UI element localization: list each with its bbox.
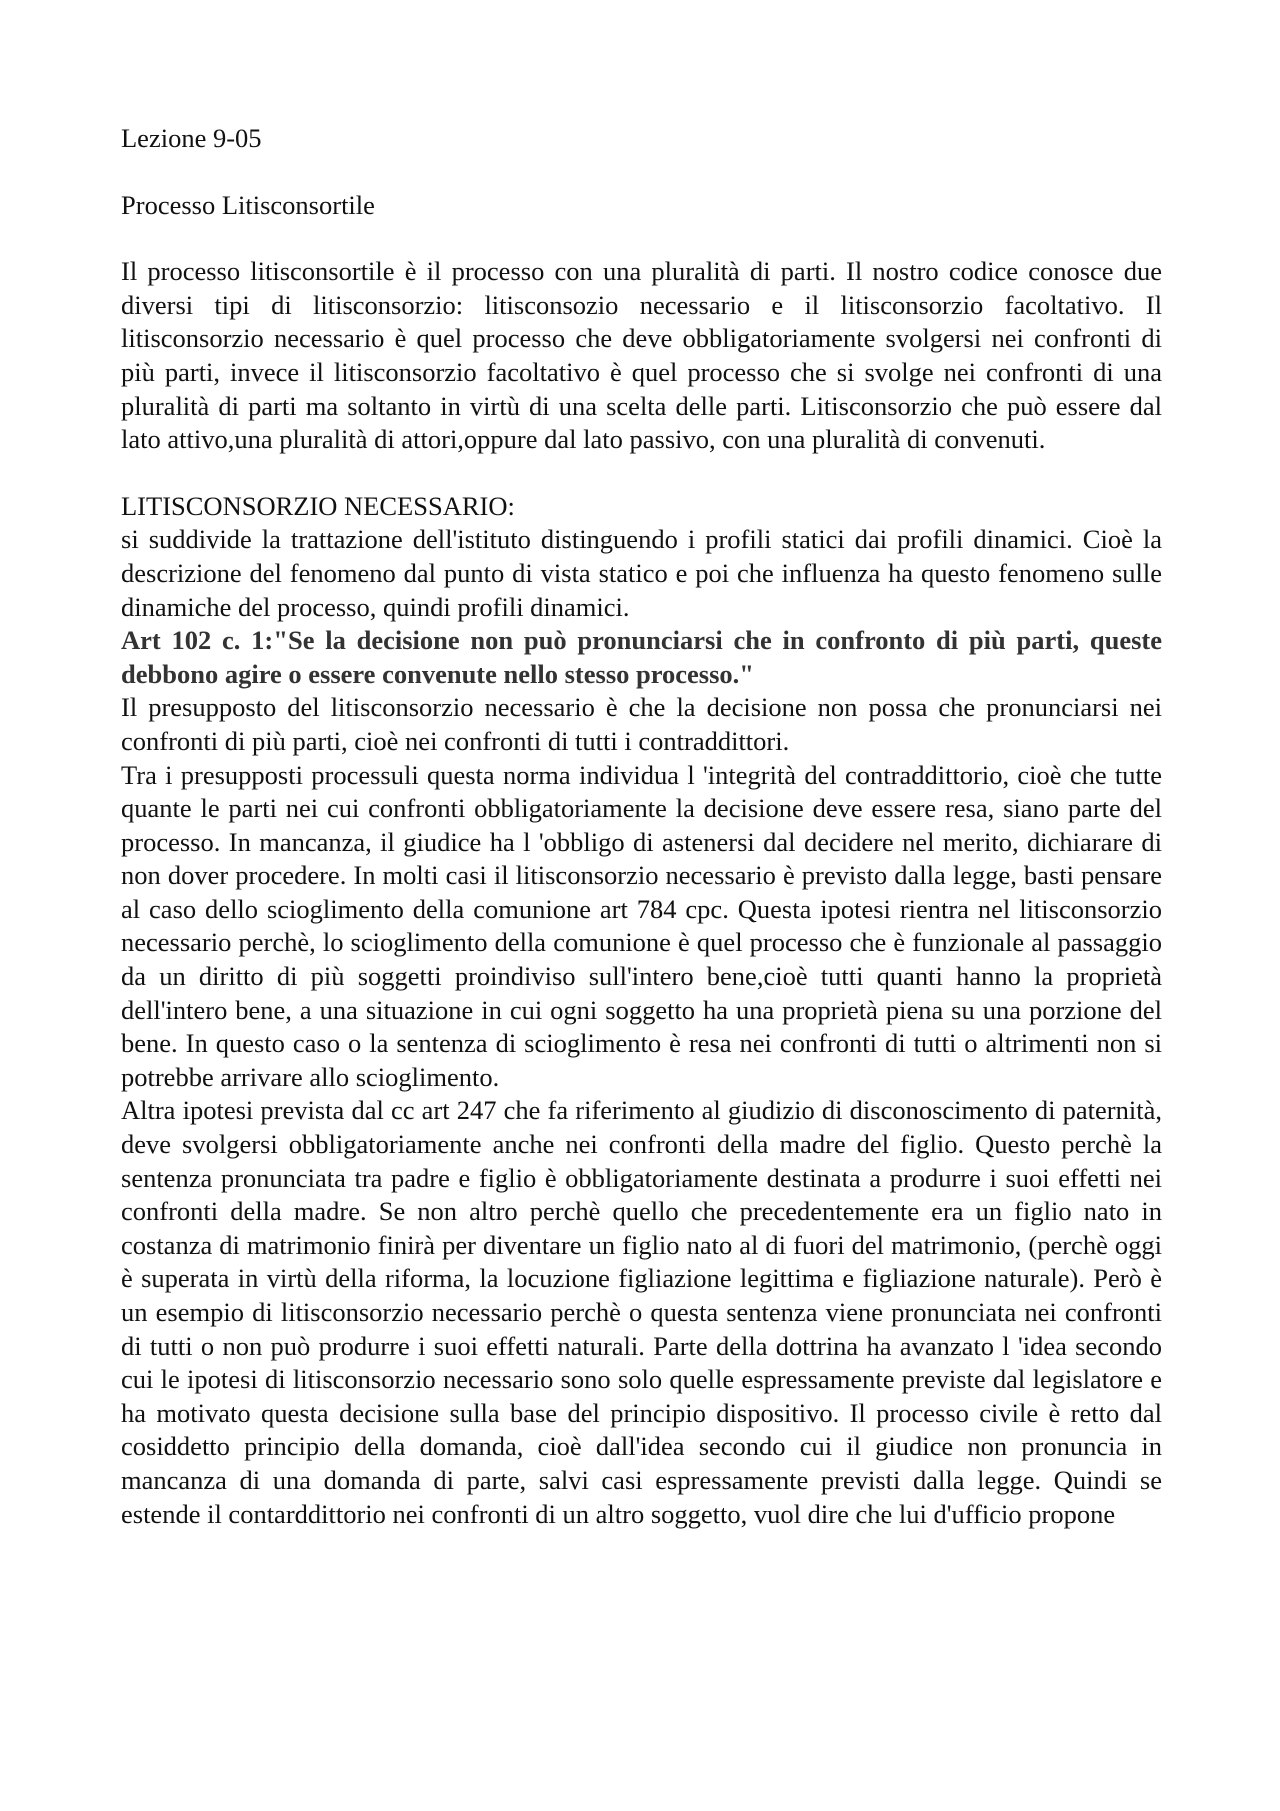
document-page <box>121 122 1162 1531</box>
section-heading: LITISCONSORZIO NECESSARIO: <box>121 490 515 521</box>
section-paragraph: si suddivide la trattazione dell'istituto distinguendo i profili statici dai profili dinamici. Cioè la descrizione del fenomeno dal punto di vista statico e poi che influenza ha questo fenomeno sulle dinamiche del processo, quindi profili dinamici. <box>121 524 1162 622</box>
topic-title: Processo Litisconsortile <box>121 189 375 220</box>
article-quote: Art 102 c. 1:"Se la decisione non può pronunciarsi che in confronto di più parti, queste debbono agire o essere convenute nello stesso processo." <box>121 625 1162 689</box>
section-paragraph: Tra i presupposti processuli questa norma individua l 'integrità del contraddittorio, cioè che tutte quante le parti nei cui confronti obbligatoriamente la decisione deve essere resa, siano parte del processo. In mancanza, il giudice ha l 'obbligo di astenersi dal decidere nel merito, dichiarare di non dover procedere. In molti casi il litisconsorzio necessario è previsto dalla legge, basti pensare al caso dello scioglimento della comunione art 784 cpc. Questa ipotesi rientra nel litisconsorzio necessario perchè, lo scioglimento della comunione è quel processo che è funzionale al passaggio da un diritto di più soggetti proindiviso sull'intero bene,cioè tutti quanti hanno la proprietà dell'intero bene, a una situazione in cui ogni soggetto ha una proprietà piena su una porzione del bene. In questo caso o la sentenza di scioglimento è resa nei confronti di tutti o altrimenti non si potrebbe arrivare allo scioglimento. <box>121 759 1162 1092</box>
section-paragraph: Altra ipotesi prevista dal cc art 247 che fa riferimento al giudizio di disconoscimento di paternità, deve svolgersi obbligatoriamente anche nei confronti della madre del figlio. Questo perchè la sentenza pronunciata tra padre e figlio è obbligatoriamente destinata a produrre i suoi effetti nei confronti della madre. Se non altro perchè quello che precedentemente era un figlio nato in costanza di matrimonio finirà per diventare un figlio nato al di fuori del matrimonio, (perchè oggi è superata in virtù della riforma, la locuzione figliazione legittima e figliazione naturale). Però è un esempio di litisconsorzio necessario perchè o questa sentenza viene pronunciata nei confronti di tutti o non può produrre i suoi effetti naturali. Parte della dottrina ha avanzato l 'idea secondo cui le ipotesi di litisconsorzio necessario sono solo quelle espressamente previste dal legislatore e ha motivato questa decisione sulla base del principio dispositivo. Il processo civile è retto dal cosiddetto principio della domanda, cioè dall'idea secondo cui il giudice non pronuncia in mancanza di una domanda di parte, salvi casi espressamente previsti dalla legge. Quindi se estende il contarddittorio nei confronti di un altro soggetto, vuol dire che lui d'ufficio propone <box>121 1095 1162 1529</box>
section-paragraph: Il presupposto del litisconsorzio necessario è che la decisione non possa che pronunciarsi nei confronti di più parti, cioè nei confronti di tutti i contraddittori. <box>121 692 1162 756</box>
lesson-title: Lezione 9-05 <box>121 123 262 153</box>
intro-paragraph: Il processo litisconsortile è il processo con una pluralità di parti. Il nostro codice conosce due diversi tipi di litisconsorzio: litisconsozio necessario e il litisconsorzio facoltativo. Il litisconsorzio necessario è quel processo che deve obbligatoriamente svolgersi nei confronti di più parti, invece il litisconsorzio facoltativo è quel processo che si svolge nei confronti di una pluralità di parti ma soltanto in virtù di una scelta delle parti. Litisconsorzio che può essere dal lato attivo,una pluralità di attori,oppure dal lato passivo, con una pluralità di convenuti. <box>121 256 1162 455</box>
